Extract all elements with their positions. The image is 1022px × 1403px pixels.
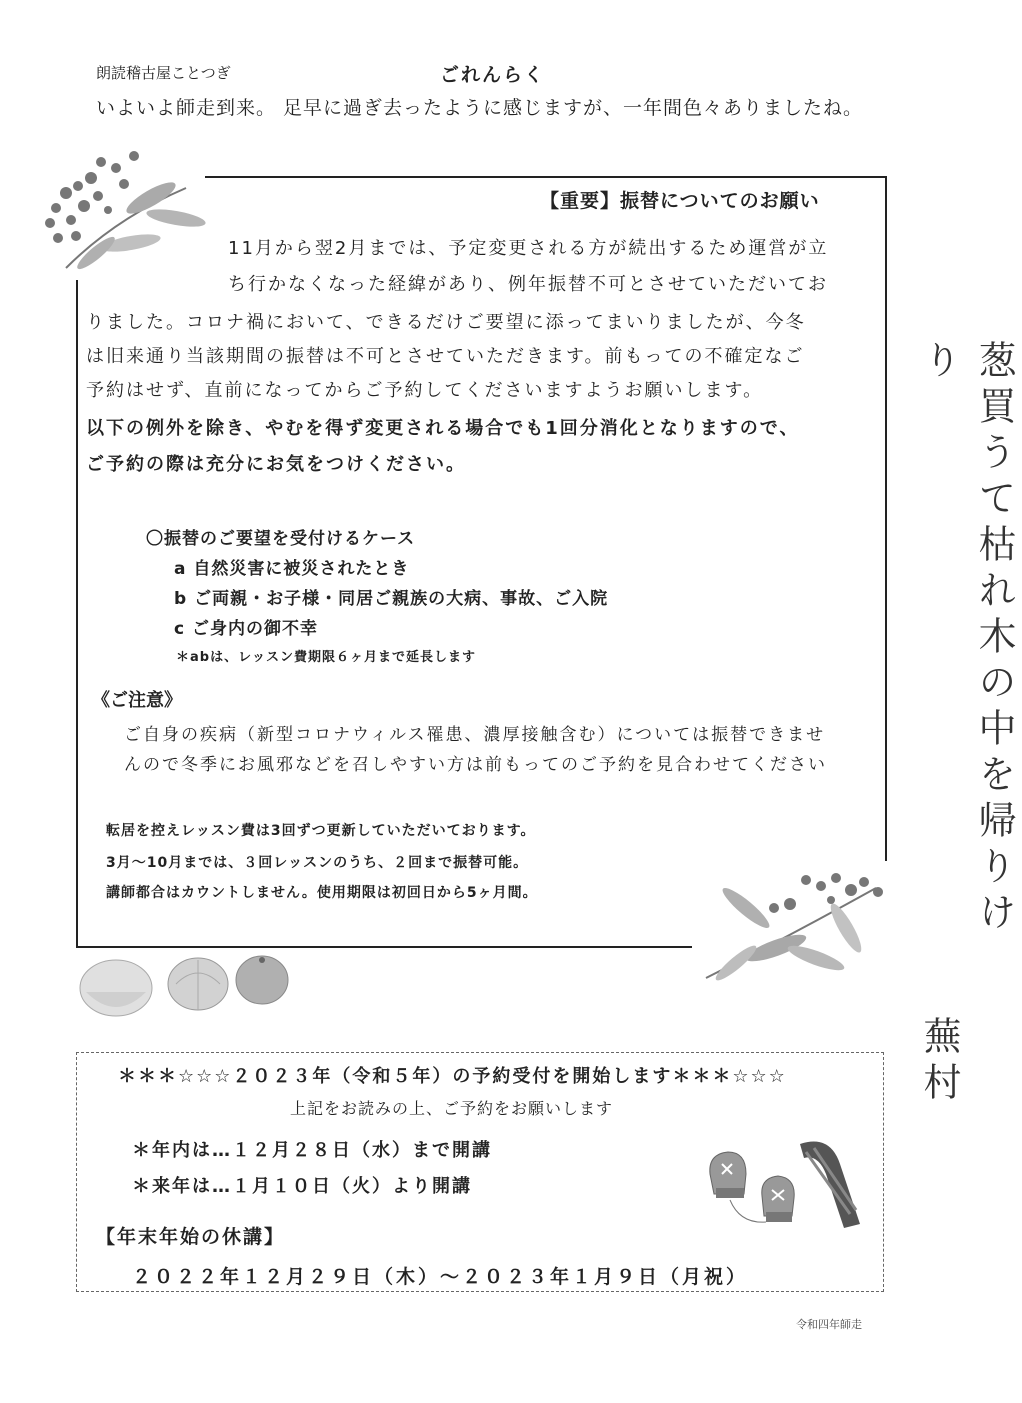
schedule-line: ＊年内は…１２月２８日（水）まで開講 bbox=[132, 1140, 492, 1161]
page-title: ごれんらく bbox=[440, 64, 546, 86]
caution-line: ご自身の疾病（新型コロナウィルス罹患、濃厚接触含む）については振替できませ bbox=[124, 725, 826, 745]
notice-para-line: ち行かなくなった経緯があり、例年振替不可とさせていただいてお bbox=[228, 274, 828, 295]
mittens-scarf-illustration bbox=[700, 1134, 872, 1234]
schedule-line: ＊来年は…１月１０日（火）より開講 bbox=[132, 1176, 472, 1197]
notice-para-line: 予約はせず、直前になってからご予約してくださいますようお願いします。 bbox=[86, 380, 764, 401]
notice-para-line: 11月から翌2月までは、予定変更される方が続出するため運営が立 bbox=[228, 238, 829, 259]
move-line: 転居を控えレッスン費は3回ずつ更新していただいております。 bbox=[106, 823, 536, 839]
case-item: a 自然災害に被災されたとき bbox=[174, 559, 410, 579]
footer-date: 令和四年師走 bbox=[796, 1318, 862, 1331]
case-note: ＊abは、レッスン費期限６ヶ月まで延長します bbox=[176, 650, 476, 665]
frame-left bbox=[76, 280, 78, 948]
case-item: b ご両親・お子様・同居ご親族の大病、事故、ご入院 bbox=[174, 589, 609, 609]
haiku-text: 葱買うて枯れ木の中を帰りけり bbox=[917, 340, 1016, 938]
school-name: 朗読稽古屋ことつぎ bbox=[96, 64, 231, 82]
mandarin-illustration bbox=[76, 952, 296, 1032]
haiku-author: 蕪村 bbox=[917, 1016, 961, 1108]
notice-bold-line: 以下の例外を除き、やむを得ず変更される場合でも1回分消化となりますので、 bbox=[86, 418, 800, 439]
caution-line: んので冬季にお風邪などを召しやすい方は前もってのご予約を見合わせてください bbox=[124, 755, 827, 775]
cases-title: 〇振替のご要望を受付けるケース bbox=[146, 529, 416, 549]
notice-bold-line: ご予約の際は充分にお気をつけください。 bbox=[86, 454, 466, 475]
caution-title: 《ご注意》 bbox=[92, 690, 182, 711]
berry-branch-illustration bbox=[696, 868, 896, 988]
reservation-title: ＊＊＊☆☆☆２０２３年（令和５年）の予約受付を開始します＊＊＊☆☆☆ bbox=[118, 1066, 787, 1087]
frame-bottom bbox=[76, 946, 692, 948]
notice-heading: 【重要】振替についてのお願い bbox=[540, 190, 820, 212]
holiday-title: 【年末年始の休講】 bbox=[96, 1226, 286, 1248]
case-item: c ご身内の御不幸 bbox=[174, 619, 318, 639]
frame-right bbox=[885, 176, 887, 861]
reservation-subtitle: 上記をお読みの上、ご予約をお願いします bbox=[290, 1099, 614, 1118]
notice-para-line: は旧来通り当該期間の振替は不可とさせていただきます。前もっての不確定なご bbox=[86, 346, 805, 367]
frame-top bbox=[205, 176, 887, 178]
move-line: 講師都合はカウントしません。使用期限は初回日から5ヶ月間。 bbox=[106, 885, 538, 901]
holiday-dates: ２０２２年１２月２９日（木）～２０２３年１月９日（月祝） bbox=[132, 1266, 749, 1288]
move-line: 3月～10月までは、３回レッスンのうち、２回まで振替可能。 bbox=[106, 855, 529, 871]
greeting-text: いよいよ師走到来。 足早に過ぎ去ったように感じますが、一年間色々ありましたね。 bbox=[96, 97, 864, 119]
berry-branch-illustration bbox=[36, 148, 206, 278]
notice-para-line: りました。コロナ禍において、できるだけご要望に添ってまいりましたが、今冬 bbox=[86, 312, 806, 333]
